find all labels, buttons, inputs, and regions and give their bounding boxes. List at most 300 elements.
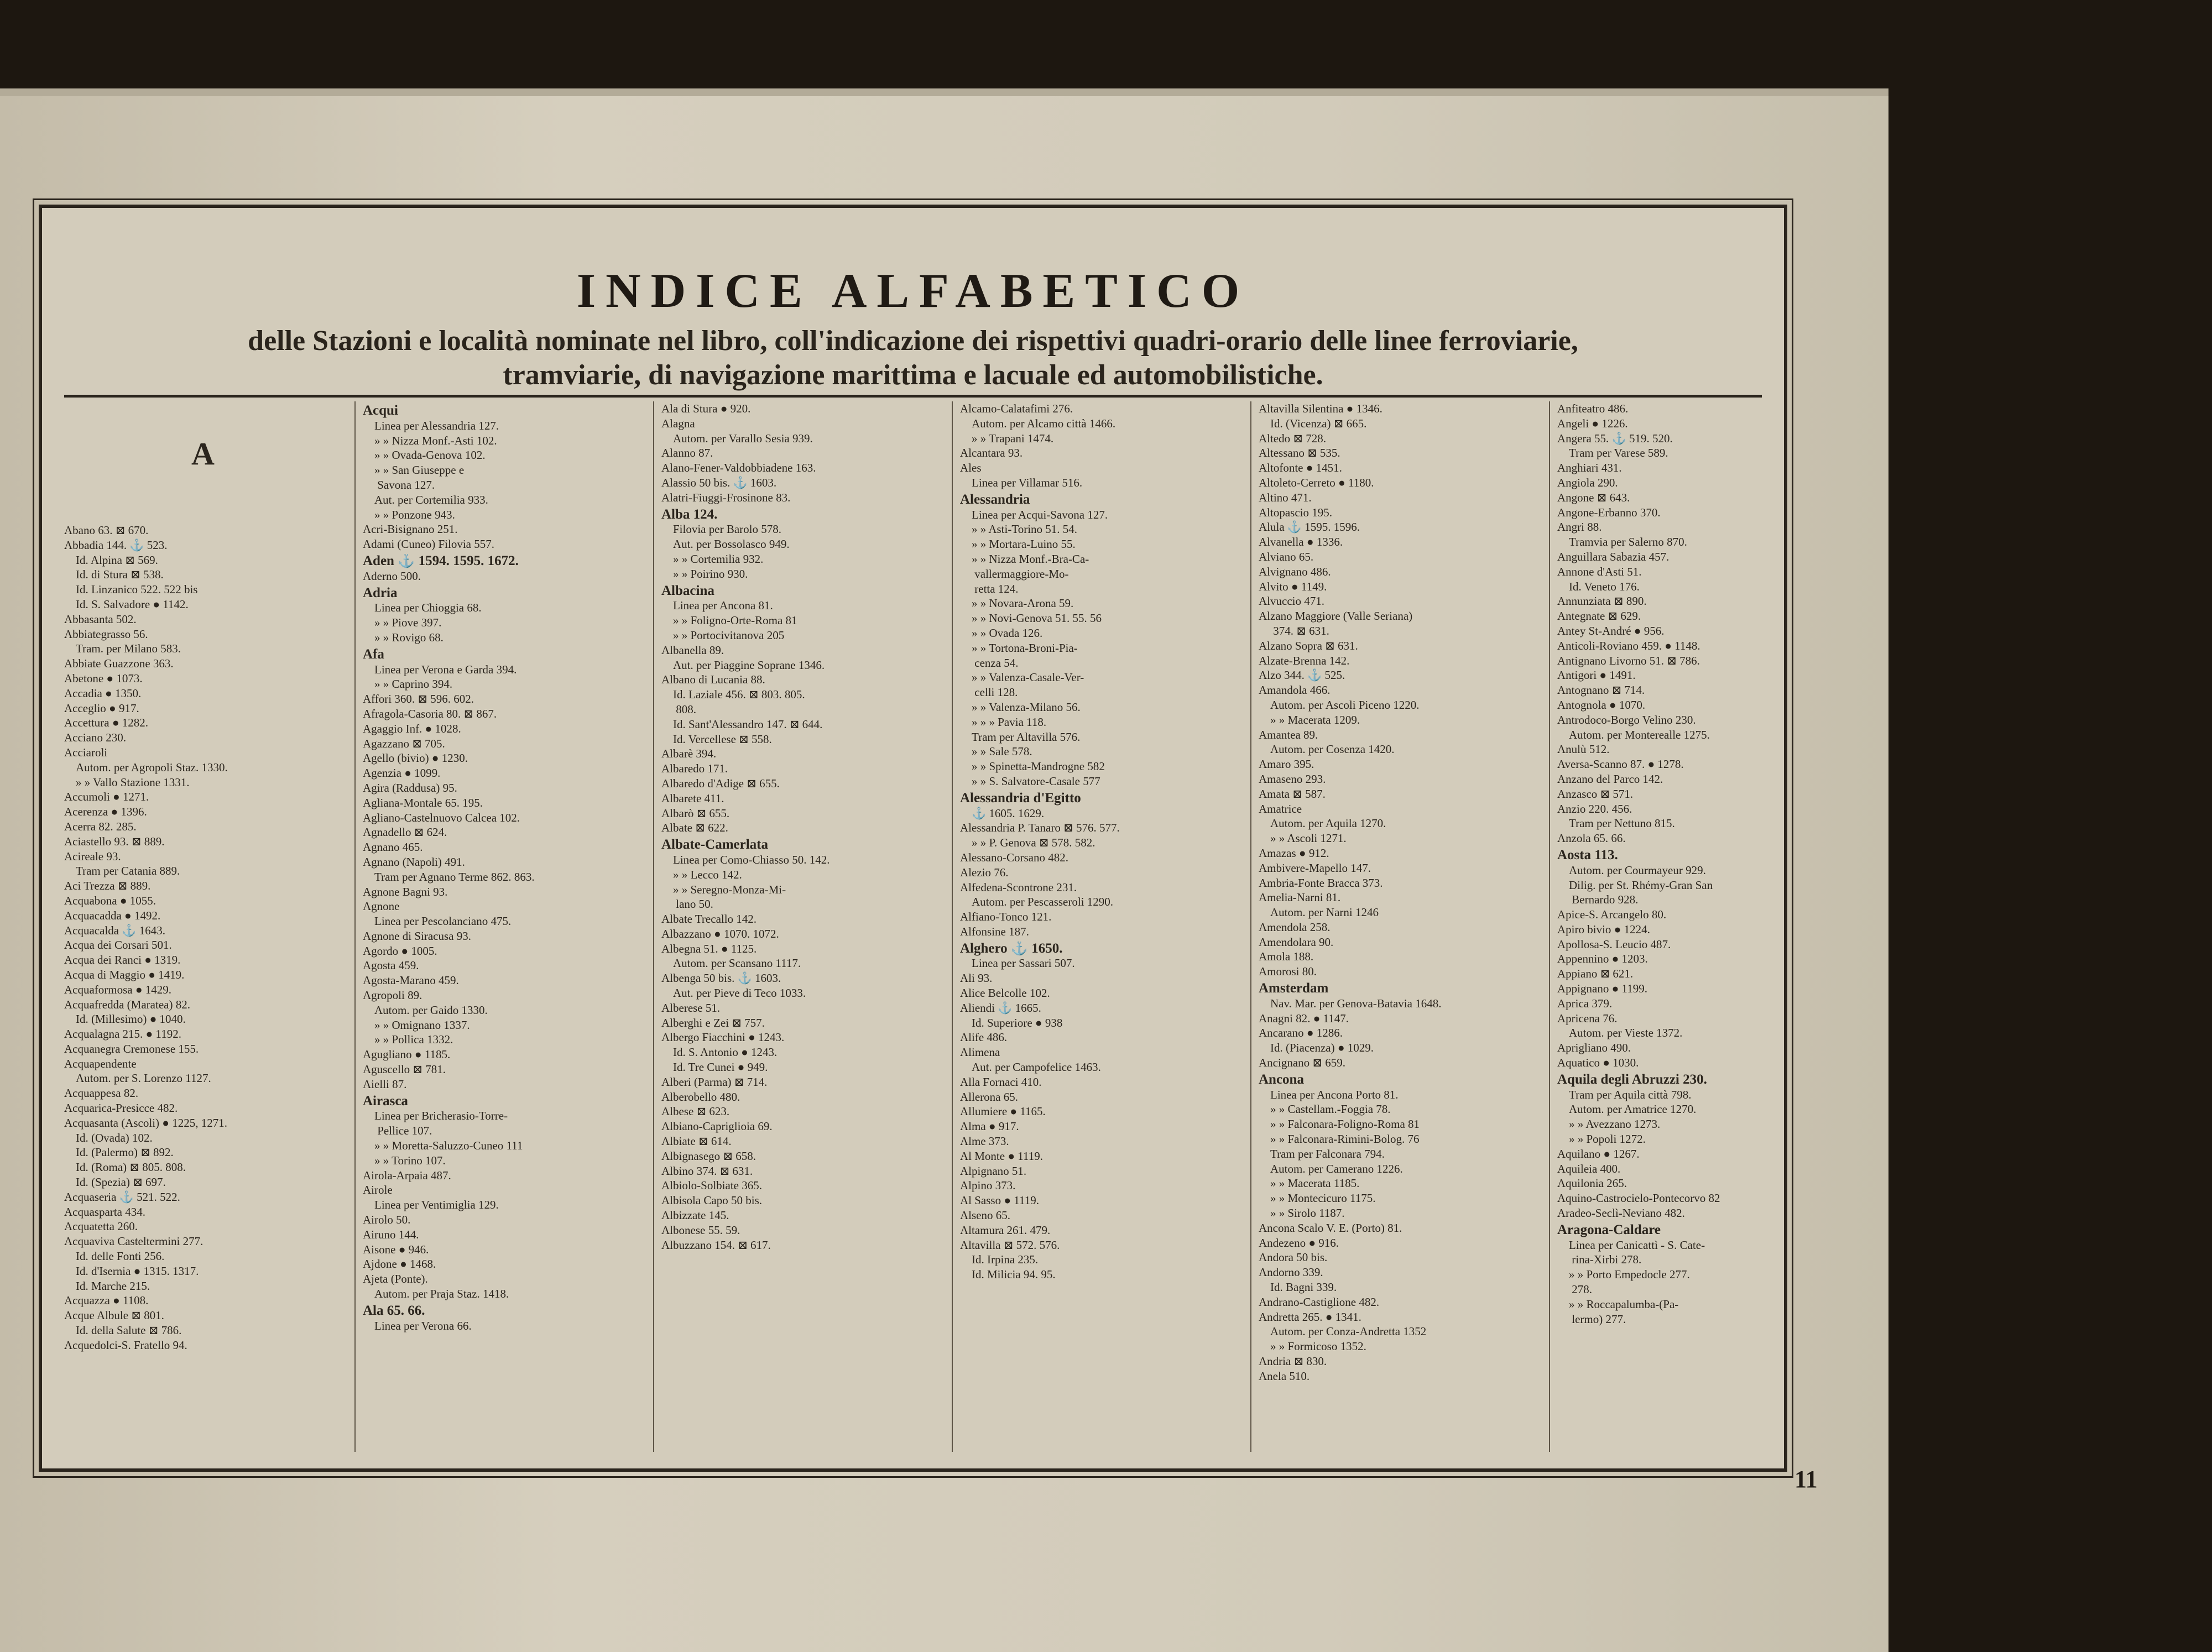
index-entry: Agazzano ⊠ 705. [363, 736, 445, 750]
index-entry: Alberi (Parma) ⊠ 714. [661, 1075, 768, 1089]
index-entry: Anzio 220. 456. [1557, 802, 1632, 815]
index-entry: Antey St-André ● 956. [1557, 624, 1665, 637]
index-entry: Angera 55. ⚓ 519. 520. [1557, 431, 1673, 445]
index-entry: Id. S. Antonio ● 1243. [661, 1045, 778, 1059]
index-entry: Autom. per Monterealle 1275. [1557, 728, 1710, 741]
index-entry: 808. [661, 702, 696, 716]
index-entry: Tram per Altavilla 576. [960, 730, 1081, 744]
index-entry: Acquaformosa ● 1429. [64, 982, 172, 996]
index-entry: Autom. per Cosenza 1420. [1259, 743, 1395, 756]
index-entry: Id. Alpina ⊠ 569. [64, 553, 158, 567]
index-entry: Ambivere-Mapello 147. [1259, 861, 1371, 875]
index-entry: Angiola 290. [1557, 475, 1618, 489]
index-entry: Linea per Sassari 507. [960, 956, 1075, 970]
index-entry: Acquacadda ● 1492. [64, 908, 161, 922]
index-entry: Aquileia 400. [1557, 1162, 1621, 1175]
index-entry: Airola-Arpaia 487. [363, 1168, 451, 1182]
index-entry: Albese ⊠ 623. [661, 1105, 730, 1118]
index-entry: 374. ⊠ 631. [1259, 624, 1329, 637]
index-entry: Agropoli 89. [363, 989, 422, 1002]
index-entry: Id. (Piacenza) ● 1029. [1259, 1041, 1374, 1055]
index-entry: Amaseno 293. [1259, 772, 1326, 786]
index-entry: » » Macerata 1185. [1259, 1177, 1360, 1190]
index-entry: Apice-S. Arcangelo 80. [1557, 908, 1667, 922]
index-entry: Al Sasso ● 1119. [960, 1194, 1039, 1207]
index-entry: » » Trapani 1474. [960, 431, 1054, 445]
index-heading: Afa [363, 647, 384, 662]
index-entry: Anzasco ⊠ 571. [1557, 787, 1634, 801]
index-entry: Amata ⊠ 587. [1259, 787, 1326, 801]
index-entry: Id. Milicia 94. 95. [960, 1268, 1056, 1282]
index-entry: Tram. per Milano 583. [64, 642, 181, 656]
index-entry: Andezeno ● 916. [1259, 1236, 1339, 1250]
index-column-6 [1552, 401, 1778, 1463]
index-entry: Ala di Stura ● 920. [661, 402, 751, 415]
index-entry: Albergo Fiacchini ● 1243. [661, 1031, 785, 1044]
index-entry: Acquatetta 260. [64, 1220, 138, 1233]
index-entry: Aguscello ⊠ 781. [363, 1063, 446, 1076]
index-entry: Acerra 82. 285. [64, 819, 137, 833]
index-entry: vallermaggiore-Mo- [960, 567, 1069, 581]
index-entry: Alula ⚓ 1595. 1596. [1259, 520, 1360, 534]
index-entry: Alpino 373. [960, 1179, 1016, 1193]
index-entry: ⚓ 1605. 1629. [960, 806, 1045, 820]
index-entry: Id. di Stura ⊠ 538. [64, 568, 164, 582]
index-entry: Albate Trecallo 142. [661, 912, 757, 926]
index-entry: » » Ovada 126. [960, 626, 1043, 640]
index-entry: Autom. per Narni 1246 [1259, 906, 1379, 919]
index-entry: » » Nizza Monf.-Asti 102. [363, 433, 497, 447]
index-entry: Agugliano ● 1185. [363, 1048, 451, 1062]
index-entry: Autom. per Vieste 1372. [1557, 1026, 1683, 1040]
index-entry: Amendola 258. [1259, 920, 1331, 934]
index-entry: Albarè 394. [661, 747, 717, 761]
index-heading: Aquila degli Abruzzi 230. [1557, 1072, 1707, 1087]
index-entry: Tramvia per Salerno 870. [1557, 535, 1687, 549]
index-entry: Bernardo 928. [1557, 893, 1639, 907]
index-entry: » » Sale 578. [960, 745, 1032, 759]
index-entry: Alberghi e Zei ⊠ 757. [661, 1016, 765, 1029]
subtitle-line-1: delle Stazioni e località nominate nel libro, coll'indicazione dei rispettivi quadri-orario delle linee ferroviarie, [248, 325, 1578, 357]
index-entry: Al Monte ● 1119. [960, 1149, 1043, 1163]
index-entry: Anghiari 431. [1557, 461, 1622, 475]
index-entry: Andretta 265. ● 1341. [1259, 1310, 1361, 1324]
index-entry: Aderno 500. [363, 569, 421, 583]
index-entry: Linea per Canicattì - S. Cate- [1557, 1238, 1705, 1252]
index-entry: Alessandria P. Tanaro ⊠ 576. 577. [960, 821, 1120, 835]
index-entry: Aciastello 93. ⊠ 889. [64, 834, 165, 848]
index-entry: » » Rovigo 68. [363, 630, 444, 644]
index-entry: Acquacalda ⚓ 1643. [64, 923, 166, 937]
index-entry: » » Valenza-Milano 56. [960, 700, 1081, 714]
index-entry: Acquanegra Cremonese 155. [64, 1042, 199, 1055]
index-entry: Alberobello 480. [661, 1090, 740, 1104]
index-entry: Id. Sant'Alessandro 147. ⊠ 644. [661, 717, 823, 731]
index-entry: Ajeta (Ponte). [363, 1272, 428, 1286]
index-entry: Angone-Erbanno 370. [1557, 505, 1661, 519]
index-entry: Altavilla ⊠ 572. 576. [960, 1238, 1060, 1252]
index-entry: » » Porto Empedocle 277. [1557, 1268, 1690, 1282]
index-entry: Acqua dei Ranci ● 1319. [64, 953, 181, 967]
index-entry: Albaredo 171. [661, 762, 728, 776]
index-heading: Aden ⚓ 1594. 1595. 1672. [363, 553, 519, 568]
index-entry: Accettura ● 1282. [64, 716, 149, 730]
index-entry: Ambria-Fonte Bracca 373. [1259, 876, 1383, 890]
index-entry: Anulù 512. [1557, 743, 1610, 756]
index-entry: Aielli 87. [363, 1077, 407, 1091]
index-entry: » » S. Salvatore-Casale 577 [960, 774, 1100, 788]
index-entry: Apiro bivio ● 1224. [1557, 922, 1650, 936]
index-entry: Alimena [960, 1045, 1000, 1059]
index-entry: Linea per Ancona Porto 81. [1259, 1088, 1399, 1101]
index-entry: Tram per Catania 889. [64, 864, 180, 878]
index-entry: Agenzia ● 1099. [363, 766, 441, 780]
index-entry: » » Popoli 1272. [1557, 1132, 1646, 1146]
index-entry: Albisola Capo 50 bis. [661, 1194, 762, 1207]
index-entry: Id. delle Fonti 256. [64, 1250, 165, 1263]
index-entry: Albino 374. ⊠ 631. [661, 1164, 753, 1178]
index-entry: Agosta-Marano 459. [363, 974, 459, 987]
index-entry: Agliana-Montale 65. 195. [363, 796, 483, 809]
index-entry: Autom. per Varallo Sesia 939. [661, 431, 813, 445]
index-entry: Id. Irpina 235. [960, 1253, 1039, 1267]
index-entry: Agnone di Siracusa 93. [363, 929, 471, 943]
index-entry: Andora 50 bis. [1259, 1251, 1328, 1264]
index-entry: Apollosa-S. Leucio 487. [1557, 937, 1671, 951]
index-entry: Altedo ⊠ 728. [1259, 431, 1327, 445]
index-entry: Acqua dei Corsari 501. [64, 938, 172, 952]
index-column-2 [357, 401, 661, 1463]
index-entry: Alassio 50 bis. ⚓ 1603. [661, 475, 777, 489]
index-entry: Acquappesa 82. [64, 1086, 139, 1100]
index-entry: » » Poirino 930. [661, 567, 748, 581]
index-entry: Albaredo d'Adige ⊠ 655. [661, 776, 780, 790]
index-entry: » » Novi-Genova 51. 55. 56 [960, 611, 1102, 625]
index-entry: Alvuccio 471. [1259, 594, 1324, 608]
index-entry: Acireale 93. [64, 849, 121, 863]
index-entry: Autom. per Ascoli Piceno 1220. [1259, 698, 1420, 712]
index-entry: Alezio 76. [960, 865, 1009, 879]
index-entry: Albignasego ⊠ 658. [661, 1149, 756, 1163]
index-entry: Linea per Como-Chiasso 50. 142. [661, 853, 830, 866]
index-entry: Filovia per Barolo 578. [661, 522, 781, 536]
index-entry: Antrodoco-Borgo Velino 230. [1557, 713, 1696, 726]
index-entry: Alpignano 51. [960, 1164, 1027, 1178]
index-entry: Acciaroli [64, 745, 108, 759]
index-entry: » » Spinetta-Mandrogne 582 [960, 760, 1105, 773]
index-entry: » » Falconara-Rimini-Bolog. 76 [1259, 1132, 1420, 1146]
index-entry: Alcantara 93. [960, 446, 1023, 460]
index-entry: lano 50. [661, 897, 713, 911]
index-entry: lermo) 277. [1557, 1312, 1626, 1326]
index-entry: Dilig. per St. Rhémy-Gran San [1557, 878, 1713, 892]
index-heading: Ala 65. 66. [363, 1303, 425, 1318]
index-entry: Alzo 344. ⚓ 525. [1259, 668, 1345, 682]
index-entry: Angeli ● 1226. [1557, 416, 1628, 430]
index-entry: Tram per Agnano Terme 862. 863. [363, 870, 535, 883]
index-entry: Airole [363, 1183, 393, 1197]
index-heading: Aragona-Caldare [1557, 1222, 1661, 1237]
index-entry: Albarete 411. [661, 791, 724, 805]
index-entry: Aquilonia 265. [1557, 1177, 1627, 1190]
index-entry: Aut. per Bossolasco 949. [661, 537, 790, 551]
index-entry: » » Valenza-Casale-Ver- [960, 671, 1084, 684]
index-entry: Amazas ● 912. [1259, 846, 1329, 860]
index-entry: Accumoli ● 1271. [64, 790, 149, 804]
column-divider [952, 401, 953, 1452]
index-entry: Id. Tre Cunei ● 949. [661, 1060, 768, 1074]
index-entry: Ancona Scalo V. E. (Porto) 81. [1259, 1221, 1402, 1235]
index-entry: Antigori ● 1491. [1557, 668, 1636, 682]
index-entry: Tram per Falconara 794. [1259, 1147, 1385, 1160]
index-entry: Alseno 65. [960, 1209, 1010, 1222]
index-entry: Acquasanta (Ascoli) ● 1225, 1271. [64, 1116, 227, 1130]
index-entry: Alme 373. [960, 1135, 1009, 1148]
index-entry: Agaggio Inf. ● 1028. [363, 722, 461, 735]
index-entry: Agordo ● 1005. [363, 944, 437, 958]
index-entry: Id. (Millesimo) ● 1040. [64, 1012, 186, 1026]
index-entry: Appiano ⊠ 621. [1557, 967, 1634, 981]
index-entry: Accadia ● 1350. [64, 686, 142, 700]
index-entry: Aquino-Castrocielo-Pontecorvo 82 [1557, 1191, 1720, 1205]
index-entry: Albarò ⊠ 655. [661, 806, 730, 820]
index-entry: Acquafredda (Maratea) 82. [64, 997, 190, 1011]
index-entry: » » Castellam.-Foggia 78. [1259, 1102, 1391, 1116]
index-entry: » » Nizza Monf.-Bra-Ca- [960, 552, 1089, 566]
index-entry: Acquaviva Casteltermini 277. [64, 1235, 204, 1248]
index-entry: Id. Marche 215. [64, 1279, 150, 1293]
index-column-4 [954, 401, 1259, 1463]
index-entry: » » Montecicuro 1175. [1259, 1191, 1376, 1205]
index-entry: Autom. per Praja Staz. 1418. [363, 1287, 509, 1301]
index-entry: Aprica 379. [1557, 996, 1613, 1010]
index-entry: Aut. per Campofelice 1463. [960, 1060, 1101, 1074]
index-entry: Agnone Bagni 93. [363, 885, 448, 898]
title-rule [64, 395, 1762, 398]
index-heading: Acqui [363, 404, 398, 418]
index-entry: » » Novara-Arona 59. [960, 597, 1074, 610]
index-entry: Nav. Mar. per Genova-Batavia 1648. [1259, 996, 1442, 1010]
index-entry: 278. [1557, 1283, 1592, 1296]
index-entry: Alfedena-Scontrone 231. [960, 880, 1077, 894]
index-entry: Alma ● 917. [960, 1120, 1019, 1133]
index-entry: Autom. per Conza-Andretta 1352 [1259, 1325, 1427, 1339]
index-entry: Albano di Lucania 88. [661, 673, 765, 687]
index-entry: Acquapendente [64, 1057, 137, 1070]
page-subtitle [64, 324, 1762, 393]
index-column-5 [1253, 401, 1557, 1463]
index-entry: Altoleto-Cerreto ● 1180. [1259, 475, 1374, 489]
index-entry: » » Roccapalumba-(Pa- [1557, 1297, 1679, 1311]
index-entry: Ancignano ⊠ 659. [1259, 1056, 1345, 1070]
index-entry: Ali 93. [960, 971, 993, 985]
index-entry: » » Formicoso 1352. [1259, 1340, 1366, 1353]
index-entry: Affori 360. ⊠ 596. 602. [363, 692, 474, 706]
index-entry: celli 128. [960, 686, 1018, 699]
index-entry: Acciano 230. [64, 731, 126, 745]
index-entry: Airolo 50. [363, 1213, 411, 1227]
index-entry: Autom. per Agropoli Staz. 1330. [64, 760, 228, 774]
index-entry: Alvanella ● 1336. [1259, 535, 1343, 549]
index-entry: » » Ascoli 1271. [1259, 832, 1347, 845]
index-heading: Aosta 113. [1557, 848, 1618, 862]
index-entry: Alife 486. [960, 1031, 1008, 1044]
index-heading: Alghero ⚓ 1650. [960, 941, 1063, 956]
index-entry: Agello (bivio) ● 1230. [363, 751, 468, 765]
index-entry: Afragola-Casoria 80. ⊠ 867. [363, 707, 497, 720]
index-entry: Acque Albule ⊠ 801. [64, 1309, 164, 1322]
index-entry: Autom. per Amatrice 1270. [1557, 1102, 1697, 1116]
index-entry: Aisone ● 946. [363, 1242, 429, 1256]
index-entry: Amola 188. [1259, 950, 1314, 964]
index-entry: Id. Veneto 176. [1557, 579, 1640, 593]
index-entry: Acquabona ● 1055. [64, 893, 156, 907]
index-entry: Amendolara 90. [1259, 935, 1334, 949]
index-entry: Albegna 51. ● 1125. [661, 942, 757, 955]
index-entry: Linea per Pescolanciano 475. [363, 914, 512, 928]
index-entry: » » Avezzano 1273. [1557, 1117, 1661, 1131]
column-divider [354, 401, 356, 1452]
index-frame [39, 205, 1787, 1472]
index-entry: Ajdone ● 1468. [363, 1257, 436, 1271]
index-entry: » » Falconara-Foligno-Roma 81 [1259, 1117, 1420, 1131]
index-entry: Savona 127. [363, 478, 435, 492]
index-entry: Airuno 144. [363, 1227, 419, 1241]
index-column-1 [59, 401, 363, 1463]
index-entry: Antognano ⊠ 714. [1557, 683, 1645, 697]
index-entry: Acqua di Maggio ● 1419. [64, 968, 185, 981]
index-heading: Alessandria d'Egitto [960, 791, 1081, 806]
index-entry: Alberese 51. [661, 1001, 721, 1015]
index-entry: Agosta 459. [363, 959, 419, 973]
index-entry: » » Mortara-Luino 55. [960, 537, 1076, 551]
index-entry: Andorno 339. [1259, 1266, 1323, 1279]
index-entry: Alzano Maggiore (Valle Seriana) [1259, 609, 1413, 623]
index-entry: Angri 88. [1557, 520, 1602, 534]
index-entry: Aquilano ● 1267. [1557, 1147, 1640, 1160]
index-entry: Alcamo-Calatafimi 276. [960, 402, 1073, 415]
index-entry: Aut. per Piaggine Soprane 1346. [661, 658, 825, 672]
index-entry: » » Piove 397. [363, 616, 442, 630]
index-entry: Anzano del Parco 142. [1557, 772, 1663, 786]
index-entry: » » Macerata 1209. [1259, 713, 1360, 726]
index-entry: Abbasanta 502. [64, 612, 137, 626]
index-entry: Autom. per Courmayeur 929. [1557, 863, 1706, 877]
index-entry: Ancarano ● 1286. [1259, 1026, 1343, 1040]
index-entry: Amorosi 80. [1259, 965, 1317, 979]
index-entry: Alatri-Fiuggi-Frosinone 83. [661, 490, 791, 504]
index-entry: Agira (Raddusa) 95. [363, 781, 457, 794]
index-entry: Abetone ● 1073. [64, 671, 143, 685]
index-entry: Linea per Ancona 81. [661, 599, 773, 613]
index-entry: Id. d'Isernia ● 1315. 1317. [64, 1264, 199, 1278]
index-heading: Albate-Camerlata [661, 838, 768, 853]
index-entry: Agnano (Napoli) 491. [363, 855, 465, 869]
index-entry: Alessano-Corsano 482. [960, 850, 1068, 864]
index-entry: Ales [960, 461, 982, 475]
index-entry: Anela 510. [1259, 1369, 1310, 1383]
index-entry: Albuzzano 154. ⊠ 617. [661, 1238, 771, 1252]
index-entry: Alanno 87. [661, 446, 713, 460]
index-entry: Albonese 55. 59. [661, 1223, 740, 1237]
index-entry: » » Caprino 394. [363, 677, 453, 691]
index-entry: Linea per Verona 66. [363, 1319, 472, 1332]
index-entry: Tram per Aquila città 798. [1557, 1088, 1692, 1101]
index-entry: Albizzate 145. [661, 1209, 729, 1222]
index-entry: Antognola ● 1070. [1557, 698, 1646, 712]
index-entry: Acri-Bisignano 251. [363, 522, 458, 536]
index-entry: Id. Bagni 339. [1259, 1280, 1337, 1294]
index-entry: Id. (Roma) ⊠ 805. 808. [64, 1160, 186, 1174]
index-entry: Amelia-Narni 81. [1259, 891, 1341, 905]
index-entry: Agnone [363, 900, 400, 913]
index-entry: Anguillara Sabazia 457. [1557, 550, 1670, 563]
index-entry: Antignano Livorno 51. ⊠ 786. [1557, 654, 1700, 667]
index-entry: Andria ⊠ 830. [1259, 1355, 1327, 1368]
index-entry: Autom. per Scansano 1117. [661, 956, 801, 970]
index-entry: Appignano ● 1199. [1557, 982, 1647, 996]
index-entry: cenza 54. [960, 656, 1019, 670]
column-divider [653, 401, 654, 1452]
index-heading: Alba 124. [661, 507, 718, 522]
index-entry: » » Pollica 1332. [363, 1033, 453, 1047]
subtitle-line-2: tramviarie, di navigazione marittima e lacuale ed automobilistiche. [503, 359, 1323, 391]
index-entry: Aut. per Pieve di Teco 1033. [661, 986, 806, 1000]
index-entry: Linea per Verona e Garda 394. [363, 662, 517, 676]
index-entry: Linea per Chioggia 68. [363, 601, 482, 615]
index-entry: » » Seregno-Monza-Mi- [661, 882, 786, 896]
index-entry: Acqualagna 215. ● 1192. [64, 1027, 181, 1041]
index-entry: » » Vallo Stazione 1331. [64, 775, 190, 789]
index-entry: Altessano ⊠ 535. [1259, 446, 1340, 460]
index-entry: Aversa-Scanno 87. ● 1278. [1557, 757, 1684, 771]
index-entry: Albiolo-Solbiate 365. [661, 1179, 762, 1193]
section-letter: A [191, 436, 215, 472]
index-heading: Adria [363, 585, 398, 600]
index-entry: Albiano-Capriglioia 69. [661, 1120, 773, 1133]
index-entry: » » Portocivitanova 205 [661, 628, 785, 642]
index-entry: Aliendi ⚓ 1665. [960, 1001, 1041, 1015]
index-entry: Alano-Fener-Valdobbiadene 163. [661, 461, 816, 475]
index-entry: Id. Vercellese ⊠ 558. [661, 732, 772, 746]
index-entry: » » Omignano 1337. [363, 1018, 470, 1032]
index-entry: Aradeo-Seclì-Neviano 482. [1557, 1206, 1685, 1220]
index-entry: Aci Trezza ⊠ 889. [64, 879, 151, 893]
index-entry: Acquaseria ⚓ 521. 522. [64, 1190, 180, 1204]
index-entry: Antegnate ⊠ 629. [1557, 609, 1641, 623]
index-entry: Angone ⊠ 643. [1557, 490, 1630, 504]
index-entry: Id. (Ovada) 102. [64, 1131, 153, 1144]
index-entry: » » » Pavia 118. [960, 715, 1047, 729]
index-entry: Altofonte ● 1451. [1259, 461, 1342, 475]
index-entry: Autom. per Aquila 1270. [1259, 817, 1386, 830]
index-entry: Allumiere ● 1165. [960, 1105, 1046, 1118]
index-column-3 [656, 401, 960, 1463]
index-entry: Alfonsine 187. [960, 924, 1029, 938]
index-entry: Anzola 65. 66. [1557, 832, 1626, 845]
index-entry: Abbadia 144. ⚓ 523. [64, 538, 168, 552]
index-entry: Alice Belcolle 102. [960, 986, 1050, 1000]
index-entry: Acceglio ● 917. [64, 701, 139, 715]
index-entry: » » Tortona-Broni-Pia- [960, 641, 1078, 655]
index-entry: » » Moretta-Saluzzo-Cuneo 111 [363, 1139, 523, 1153]
index-entry: Alzate-Brenna 142. [1259, 654, 1350, 667]
page-title: INDICE ALFABETICO [576, 264, 1250, 318]
index-entry: Linea per Bricherasio-Torre- [363, 1109, 508, 1123]
index-entry: Id. (Spezia) ⊠ 697. [64, 1175, 166, 1189]
index-entry: Acquazza ● 1108. [64, 1294, 149, 1308]
index-entry: Autom. per S. Lorenzo 1127. [64, 1071, 211, 1085]
